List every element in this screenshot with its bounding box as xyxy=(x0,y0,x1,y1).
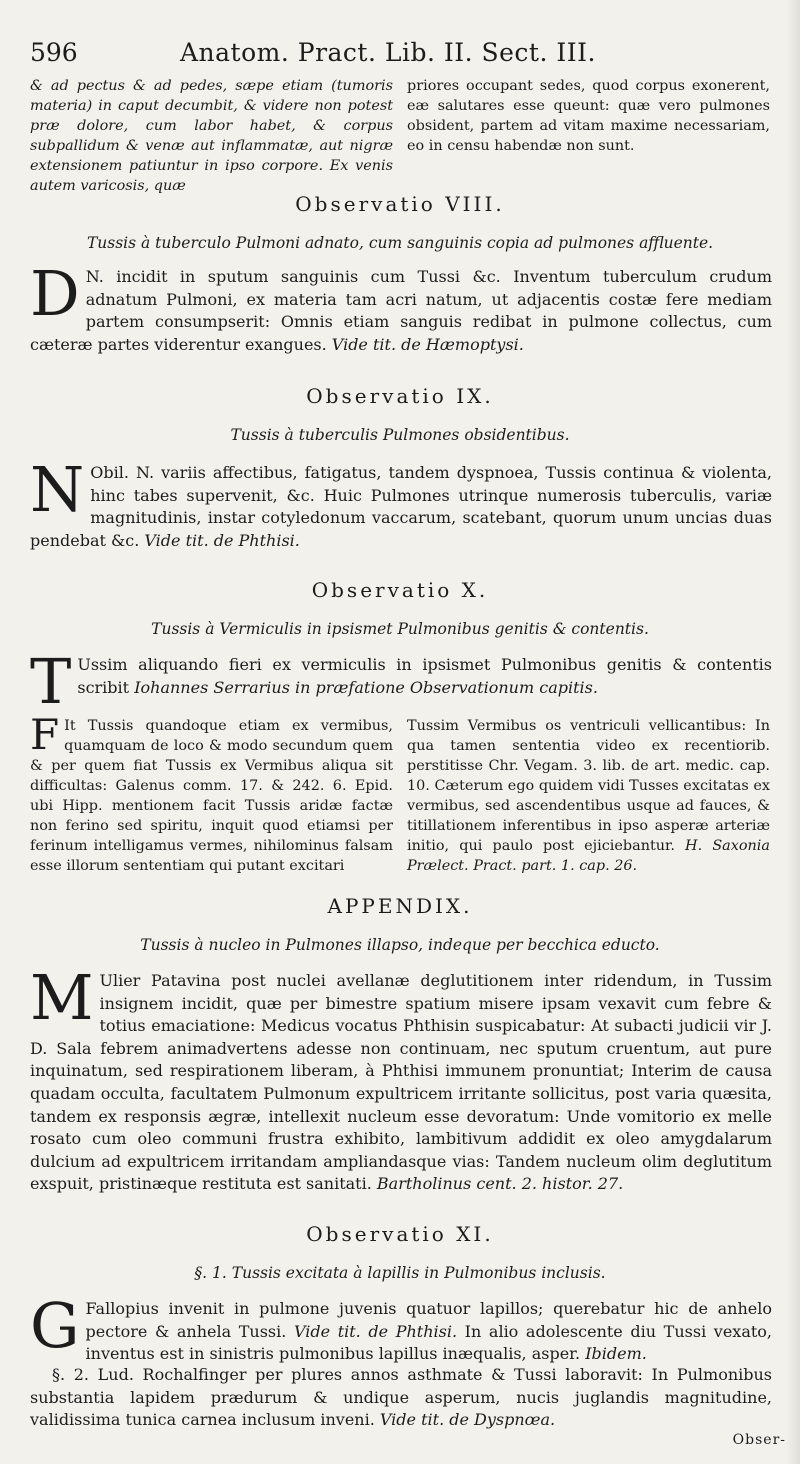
obs8-dropcap: D xyxy=(30,257,80,330)
obs9-text: Obil. N. variis affectibus, fatigatus, tandem dyspnoea, Tussis continua & violenta, hinc tabes supervenit, &c. Huic Pulmones utrinque numerosis tuberculis, variæ magnitudinis, instar cotyledonum vaccarum, scatebant, quorum unum uncias duas pendebat &c. xyxy=(30,463,772,550)
obs10-col-left xyxy=(30,710,393,876)
obs8-body xyxy=(30,257,772,356)
obs8-ref: Vide tit. de Hæmoptysi. xyxy=(331,334,524,354)
obs10-col-right-ref: H. Saxonia Prælect. Pract. part. 1. cap. 26. xyxy=(407,838,770,874)
obs10-text: Ussim aliquando fieri ex vermiculis in ipsismet Pulmonibus genitis & contentis scribit xyxy=(77,655,772,697)
obs9-dropcap: N xyxy=(30,453,85,526)
obs9-ref: Vide tit. de Phthisi. xyxy=(144,530,300,550)
top-fragment-right: priores occupant sedes, quod corpus exonerent, eæ salutares esse queunt: quæ vero pulmones obsident, partem ad vitam maxime necessariam, eo in censu habendæ non sunt. xyxy=(407,78,770,154)
appendix-heading: APPENDIX. xyxy=(327,894,473,918)
obs8-text: N. incidit in sputum sanguinis cum Tussi &c. Inventum tuberculum crudum adnatum Pulmoni, ex materia tam acri natum, ut adjacentis costæ fere mediam partem consumpserit: Omnis etiam sanguis redibat in pulmone collectus, cum cæteræ partes viderentur exangues. xyxy=(30,267,772,354)
obs10-col-right xyxy=(407,716,770,876)
obs10-col-dropcap: F xyxy=(30,710,60,759)
obs10-col-left-text: It Tussis quandoque etiam ex vermibus, quamquam de loco & modo secundum quem & per quem fiat Tussis ex Vermibus aliqua sit difficultas: Galenus comm. 17. & 242. 6. Epid. ubi Hipp. mentionem facit Tussis aridæ factæ non ferino sed spiritu, inquit quod etiamsi per ferinum intelligamus vermes, nihilominus falsam esse illorum sententiam qui putant excitari xyxy=(30,718,393,874)
obs8-heading: Observatio VIII. xyxy=(295,192,505,216)
obs8-subtitle: Tussis à tuberculo Pulmoni adnato, cum sanguinis copia ad pulmones affluente. xyxy=(86,234,714,252)
obs9-heading: Observatio IX. xyxy=(306,384,494,408)
obs11-dropcap: G xyxy=(30,1289,80,1362)
obs10-subtitle: Tussis à Vermiculis in ipsismet Pulmonibus genitis & contentis. xyxy=(151,620,649,638)
obs10-body xyxy=(30,645,772,718)
obs11-body xyxy=(30,1289,773,1366)
obs10-columns xyxy=(30,710,770,876)
obs10-dropcap: T xyxy=(30,645,72,718)
obs11-section2 xyxy=(30,1364,772,1432)
obs11-text: Fallopius invenit in pulmone juvenis quatuor lapillos; querebatur hic de anhelo pectore & anhela Tussi. xyxy=(85,1299,772,1341)
obs11-text2: In alio adolescente diu Tussi vexato, inventus est in sinistris pulmonibus lapillus inæqualis, asper. xyxy=(85,1321,773,1364)
obs11-ref1: Vide tit. de Phthisi. xyxy=(293,1321,458,1341)
page-number: 596 xyxy=(30,38,78,67)
appendix-body xyxy=(30,961,772,1196)
appendix-dropcap: M xyxy=(30,961,94,1034)
obs9-subtitle: Tussis à tuberculis Pulmones obsidentibus. xyxy=(230,426,570,444)
running-title: Anatom. Pract. Lib. II. Sect. III. xyxy=(180,38,596,67)
obs11-ref2: Ibidem. xyxy=(585,1344,647,1364)
obs11-p2-ref: Vide tit. de Dyspnœa. xyxy=(379,1410,556,1430)
appendix-subtitle: Tussis à nucleo in Pulmones illapso, indeque per becchica educto. xyxy=(140,936,660,954)
appendix-ref: Bartholinus cent. 2. histor. 27. xyxy=(376,1174,624,1194)
obs11-p2-text: §. 2. Lud. Rochalfinger per plures annos asthmate & Tussi laboravit: In Pulmonibus substantia lapidem prædurum & undique asperum, nucis juglandis magnitudine, validissima tunica carnea inclusum inveni. xyxy=(30,1365,772,1430)
obs11-subtitle: §. 1. Tussis excitata à lapillis in Pulmonibus inclusis. xyxy=(194,1264,606,1282)
appendix-text: Ulier Patavina post nuclei avellanæ deglutitionem inter ridendum, in Tussim insignem incidit, quæ per bimestre spatium misere ipsam vexavit cum febre & totius emaciatione: Medicus vocatus Phthisin suspicabatur: At subacti judicii vir J. D. Sala febrem animadvertens adesse non continuam, nec sputum cruentum, aut pure inquinatum, sed respirationem liberam, à Phthisi immunem pronuntiat; Interim de causa quadam occulta, facultatem Pulmonum expultricem irritante sollicitus, post varia quæsita, tandem ex responsis ægræ, intellexit nucleum esse devoratum: Unde vomitorio ex melle rosato cum oleo communi frustra exhibito, lambitivum addidit ex oleo amygdalarum dulcium ad expultricem irritandam ampliandasque vias: Tandem nucleum olim deglutitum exspuit, pristinæque restituta est sanitati. xyxy=(30,971,772,1194)
obs10-ref: Iohannes Serrarius in præfatione Observationum capitis. xyxy=(134,677,598,697)
obs10-col-right-text: Tussim Vermibus os ventriculi vellicantibus: In qua tamen sententia video ex recentiorib. perstitisse Chr. Vegam. 3. lib. de art. medic. cap. 10. Cæterum ego quidem vidi Tusses excitatas ex vermibus, sed ascendentibus usque ad fauces, & titillationem inferentibus in ipso asperæ arteriæ initio, qui paulo post ejiciebantur. xyxy=(407,718,770,854)
obs11-heading: Observatio XI. xyxy=(306,1222,494,1246)
obs9-body xyxy=(30,453,772,552)
running-header xyxy=(30,38,780,72)
top-fragment-left: & ad pectus & ad pedes, sæpe etiam (tumoris materia) in caput decumbit, & videre non potest præ dolore, cum labor habet, & corpus subpallidum & venæ aut inflammatæ, aut nigræ extensionem patiuntur in ipso corpore. Ex venis autem varicosis, quæ xyxy=(30,78,393,194)
top-fragment-columns xyxy=(30,76,770,196)
obs10-heading: Observatio X. xyxy=(311,578,489,602)
page-edge-shadow xyxy=(786,0,800,1464)
catchword: Obser- xyxy=(732,1432,786,1448)
